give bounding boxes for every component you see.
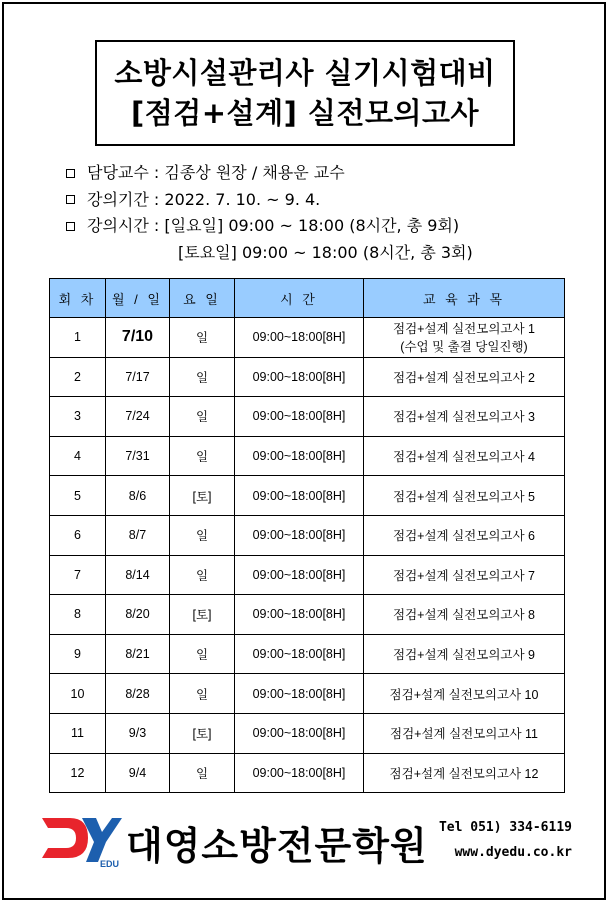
header-date: 월 / 일 xyxy=(106,279,170,318)
cell-time: 09:00~18:00[8H] xyxy=(235,397,364,437)
cell-time: 09:00~18:00[8H] xyxy=(235,634,364,674)
table-row xyxy=(50,476,565,516)
cell-date: 8/7 xyxy=(106,515,170,555)
cell-time: 09:00~18:00[8H] xyxy=(235,436,364,476)
cell-time: 09:00~18:00[8H] xyxy=(235,318,364,358)
table-row xyxy=(50,436,565,476)
subject-text: 점검+설계 실전모의고사 10 xyxy=(389,687,539,702)
cell-time: 09:00~18:00[8H] xyxy=(235,357,364,397)
cell-day: 일 xyxy=(170,634,235,674)
cell-session: 12 xyxy=(50,753,106,793)
square-bullet-icon xyxy=(66,195,75,204)
cell-subject xyxy=(364,753,565,793)
cell-day: 일 xyxy=(170,515,235,555)
cell-date: 8/28 xyxy=(106,674,170,714)
subject-text: 점검+설계 실전모의고사 6 xyxy=(393,529,535,544)
cell-subject xyxy=(364,436,565,476)
title-box xyxy=(95,40,515,146)
subject-text: 점검+설계 실전모의고사 12 xyxy=(389,766,539,781)
cell-time: 09:00~18:00[8H] xyxy=(235,476,364,516)
title-line-1: 소방시설관리사 실기시험대비 xyxy=(114,56,496,90)
cell-date: 9/3 xyxy=(106,713,170,753)
cell-subject xyxy=(364,476,565,516)
cell-time: 09:00~18:00[8H] xyxy=(235,555,364,595)
header-day: 요 일 xyxy=(170,279,235,318)
cell-day: [토] xyxy=(170,713,235,753)
table-row xyxy=(50,595,565,635)
cell-date: 8/6 xyxy=(106,476,170,516)
cell-subject xyxy=(364,674,565,714)
cell-session: 9 xyxy=(50,634,106,674)
telephone: Tel 051) 334-6119 xyxy=(438,820,572,835)
subject-text: 점검+설계 실전모의고사 5 xyxy=(393,489,535,504)
cell-date: 8/21 xyxy=(106,634,170,674)
footer xyxy=(40,812,580,868)
subject-text: 점검+설계 실전모의고사 7 xyxy=(393,568,535,583)
header-time: 시 간 xyxy=(235,279,364,318)
cell-date: 7/17 xyxy=(106,357,170,397)
cell-date: 8/20 xyxy=(106,595,170,635)
cell-subject xyxy=(364,634,565,674)
cell-date: 9/4 xyxy=(106,753,170,793)
cell-session: 7 xyxy=(50,555,106,595)
cell-day: 일 xyxy=(170,397,235,437)
cell-day: 일 xyxy=(170,318,235,358)
info-time xyxy=(66,213,546,240)
cell-date: 8/14 xyxy=(106,555,170,595)
subject-note: (수업 및 출결 당일진행) xyxy=(400,340,528,355)
cell-date: 7/10 xyxy=(106,318,170,358)
table-row xyxy=(50,753,565,793)
cell-subject xyxy=(364,318,565,358)
subject-text: 점검+설계 실전모의고사 3 xyxy=(393,410,535,425)
cell-day: [토] xyxy=(170,595,235,635)
cell-subject xyxy=(364,397,565,437)
dy-logo-icon xyxy=(40,812,122,868)
title-line-2: [점검+설계] 실전모의고사 xyxy=(130,96,480,130)
subject-text: 점검+설계 실전모의고사 9 xyxy=(393,648,535,663)
logo-edu-text: EDU xyxy=(100,859,120,868)
cell-day: 일 xyxy=(170,555,235,595)
cell-time: 09:00~18:00[8H] xyxy=(235,515,364,555)
cell-session: 4 xyxy=(50,436,106,476)
cell-day: 일 xyxy=(170,753,235,793)
table-header-row xyxy=(50,279,565,318)
info-time-saturday xyxy=(66,240,546,267)
cell-session: 3 xyxy=(50,397,106,437)
square-bullet-icon xyxy=(66,222,75,231)
cell-day: 일 xyxy=(170,674,235,714)
subject-text: 점검+설계 실전모의고사 4 xyxy=(393,450,535,465)
subject-text: 점검+설계 실전모의고사 11 xyxy=(390,727,538,742)
info-period-text: 강의기간 : 2022. 7. 10. ~ 9. 4. xyxy=(87,189,321,209)
cell-subject xyxy=(364,515,565,555)
header-subject: 교 육 과 목 xyxy=(364,279,565,318)
info-time-saturday-text: [토요일] 09:00 ~ 18:00 (8시간, 총 3회) xyxy=(178,242,473,262)
table-row xyxy=(50,713,565,753)
table-row xyxy=(50,555,565,595)
table-row xyxy=(50,674,565,714)
cell-session: 11 xyxy=(50,713,106,753)
cell-time: 09:00~18:00[8H] xyxy=(235,674,364,714)
cell-day: [토] xyxy=(170,476,235,516)
cell-session: 1 xyxy=(50,318,106,358)
cell-session: 2 xyxy=(50,357,106,397)
cell-session: 10 xyxy=(50,674,106,714)
square-bullet-icon xyxy=(66,169,75,178)
cell-subject xyxy=(364,555,565,595)
website-url[interactable]: www.dyedu.co.kr xyxy=(454,845,572,860)
info-professor-text: 담당교수 : 김종상 원장 / 채용운 교수 xyxy=(87,163,345,182)
table-row xyxy=(50,397,565,437)
course-info xyxy=(66,160,546,266)
schedule-table xyxy=(49,278,565,793)
info-period xyxy=(66,187,546,214)
schedule-body xyxy=(50,318,565,793)
cell-day: 일 xyxy=(170,436,235,476)
cell-date: 7/31 xyxy=(106,436,170,476)
subject-text: 점검+설계 실전모의고사 1 xyxy=(393,322,535,337)
cell-session: 8 xyxy=(50,595,106,635)
header-session: 회 차 xyxy=(50,279,106,318)
table-row xyxy=(50,515,565,555)
info-professor xyxy=(66,160,546,187)
table-row xyxy=(50,634,565,674)
cell-date: 7/24 xyxy=(106,397,170,437)
academy-name: 대영소방전문학원 xyxy=(126,824,428,868)
cell-subject xyxy=(364,595,565,635)
cell-time: 09:00~18:00[8H] xyxy=(235,713,364,753)
cell-time: 09:00~18:00[8H] xyxy=(235,753,364,793)
table-row xyxy=(50,318,565,358)
cell-session: 5 xyxy=(50,476,106,516)
info-time-sunday-text: 강의시간 : [일요일] 09:00 ~ 18:00 (8시간, 총 9회) xyxy=(87,216,460,235)
cell-session: 6 xyxy=(50,515,106,555)
subject-text: 점검+설계 실전모의고사 8 xyxy=(393,608,535,623)
cell-subject xyxy=(364,357,565,397)
cell-day: 일 xyxy=(170,357,235,397)
table-row xyxy=(50,357,565,397)
cell-time: 09:00~18:00[8H] xyxy=(235,595,364,635)
cell-subject xyxy=(364,713,565,753)
subject-text: 점검+설계 실전모의고사 2 xyxy=(393,370,535,385)
